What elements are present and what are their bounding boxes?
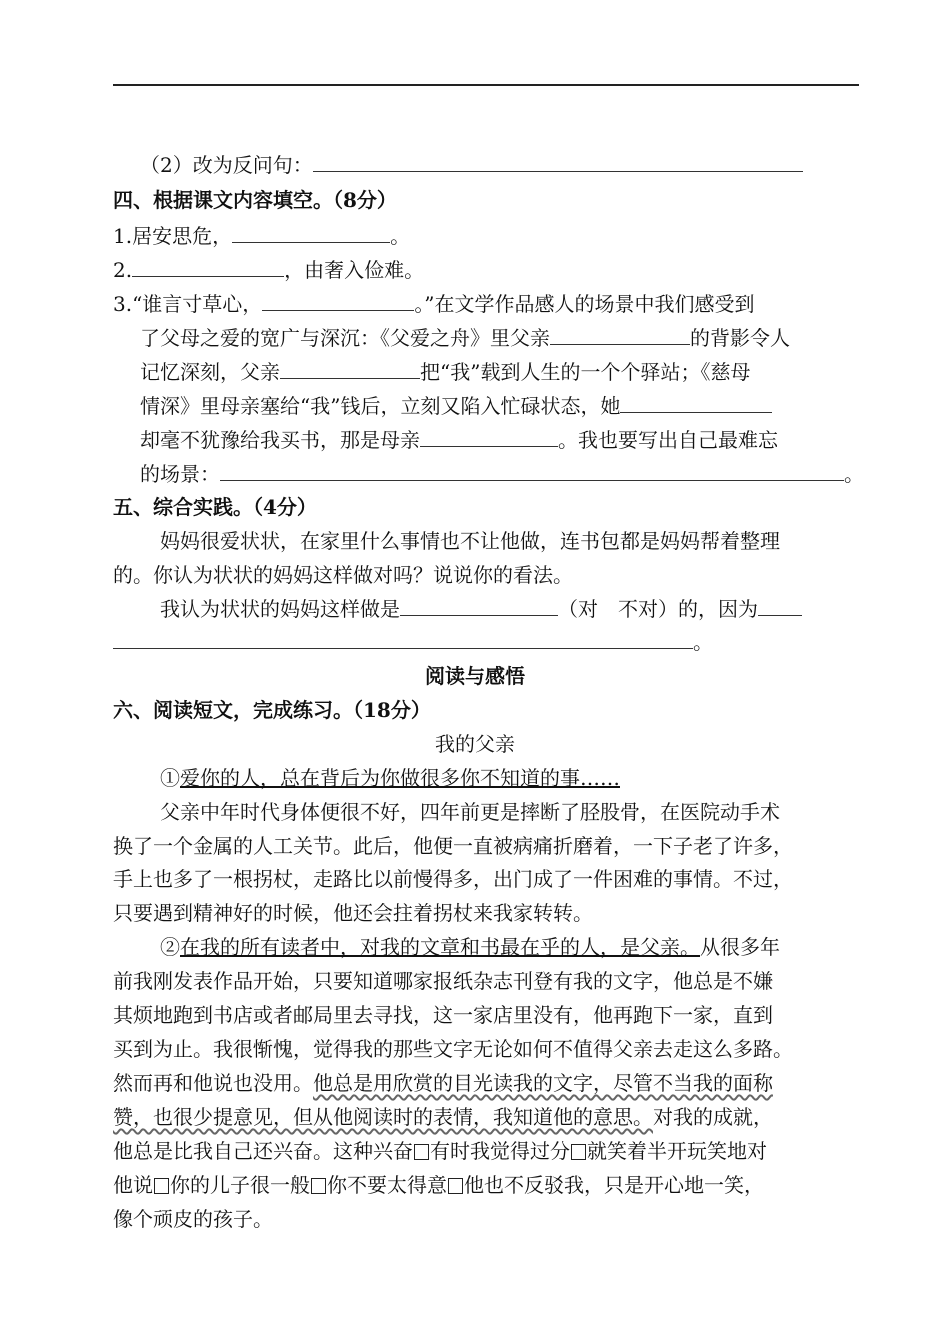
punct-box-5[interactable] [448, 1178, 463, 1194]
s4-item2-blank[interactable] [132, 258, 284, 277]
p3-line1-rest: 从很多年 [700, 935, 780, 959]
punct-box-2[interactable] [571, 1144, 586, 1160]
s4-item3-f: 把“我”载到人生的一个个驿站；《慈母 [420, 360, 751, 384]
s4-item3-blank2[interactable] [550, 326, 690, 345]
s5-answer-line2 [113, 630, 873, 654]
p3-underlined-sentence: 在我的所有读者中，对我的文章和书最在乎的人，是父亲。 [180, 935, 700, 959]
p3-line1 [160, 935, 920, 959]
s4-item3-line6 [140, 462, 900, 486]
s5-answer-blank2[interactable] [758, 597, 802, 616]
p1-line [160, 766, 920, 790]
s4-item3-line1 [113, 292, 873, 316]
s4-item3-blank1[interactable] [262, 292, 414, 311]
s4-item3-blank4[interactable] [620, 394, 772, 413]
p3-line7-a: 他总是比我自己还兴奋。这种兴奋 [113, 1139, 413, 1163]
s4-item2-prefix: 2. [113, 258, 133, 282]
s4-item1 [113, 224, 873, 248]
s5-answer-end: 。 [693, 630, 713, 654]
s4-item1-end: 。 [390, 224, 411, 248]
s5-para1: 妈妈很爱状状，在家里什么事情也不让他做，连书包都是妈妈帮着整理 [160, 529, 780, 553]
s4-item3-d: 的背影令人 [690, 326, 790, 350]
s4-item3-g: 情深》里母亲塞给“我”钱后，立刻又陷入忙碌状态，她 [140, 394, 621, 418]
s4-item3-line5 [140, 428, 900, 452]
p3-wavy-sentence-part2: 赞，也很少提意见，但从他阅读时的表情，我知道他的意思。 [113, 1105, 653, 1129]
s4-item3-j: 的场景： [140, 462, 220, 486]
s4-item3-a: 3.“谁言寸草心， [113, 292, 263, 316]
p3-wavy-sentence-part1: 他总是用欣赏的目光读我的文字，尽管不当我的面称 [313, 1071, 773, 1095]
p2-line2: 换了一个金属的人工关节。此后，他便一直被病痛折磨着，一下子老了许多， [113, 834, 793, 858]
s4-item3-blank6[interactable] [220, 462, 844, 481]
s4-item1-text: 1.居安思危， [113, 224, 233, 248]
s4-item3-i: 。我也要写出自己最难忘 [558, 428, 778, 452]
p3-line8-c: 你不要太得意 [327, 1173, 447, 1197]
s4-item3-e: 记忆深刻，父亲 [140, 360, 280, 384]
p2-line1: 父亲中年时代身体便很不好，四年前更是摔断了胫股骨，在医院动手术 [160, 800, 780, 824]
p3-line6-b: 对我的成就， [653, 1105, 773, 1129]
p1-number: ① [160, 766, 180, 790]
reading-header: 阅读与感悟 [425, 664, 525, 688]
s4-item1-blank[interactable] [232, 224, 390, 243]
p3-line3: 其烦地跑到书店或者邮局里去寻找，这一家店里没有，他再跑下一家，直到 [113, 1003, 773, 1027]
s4-item2 [113, 258, 873, 282]
s5-answer-b: （对 不对）的，因为 [558, 597, 758, 621]
p3-line2: 前我刚发表作品开始，只要知道哪家报纸杂志刊登有我的文字，他总是不嫌 [113, 969, 773, 993]
q3-2-label: （2）改为反问句： [140, 153, 313, 177]
s5-answer-line [160, 597, 920, 621]
s4-item3-h: 却毫不犹豫给我买书，那是母亲 [140, 428, 420, 452]
p3-line9: 像个顽皮的孩子。 [113, 1207, 273, 1231]
s4-item3-line4 [140, 394, 900, 418]
p3-line8-d: 他也不反驳我，只是开心地一笑， [464, 1173, 764, 1197]
p2-line4: 只要遇到精神好的时候，他还会拄着拐杖来我家转转。 [113, 901, 593, 925]
p3-line4: 买到为止。我很惭愧，觉得我的那些文字无论如何不值得父亲去走这么多路。 [113, 1037, 793, 1061]
punct-box-3[interactable] [154, 1178, 169, 1194]
s5-answer-blank3[interactable] [113, 630, 693, 649]
s4-item3-line3 [140, 360, 900, 384]
s4-item3-b: 。”在文学作品感人的场景中我们感受到 [414, 292, 755, 316]
section5-title: 五、综合实践。（4分） [113, 495, 317, 519]
p3-line5 [113, 1071, 873, 1095]
punct-box-1[interactable] [414, 1144, 429, 1160]
s5-para2: 的。你认为状状的妈妈这样做对吗？说说你的看法。 [113, 563, 573, 587]
s5-answer-a: 我认为状状的妈妈这样做是 [160, 597, 400, 621]
p3-line8-b: 你的儿子很一般 [170, 1173, 310, 1197]
section6-title: 六、阅读短文，完成练习。（18分） [113, 698, 431, 722]
punct-box-4[interactable] [311, 1178, 326, 1194]
s4-item2-text: ，由奢入俭难。 [284, 258, 425, 282]
s4-item3-c: 了父母之爱的宽广与深沉：《父爱之舟》里父亲 [140, 326, 550, 350]
p3-line7-b: 有时我觉得过分 [430, 1139, 570, 1163]
q3-2-blank[interactable] [313, 153, 803, 172]
q3-2-line [140, 153, 900, 177]
section4-title: 四、根据课文内容填空。（8分） [113, 188, 397, 212]
p2-line3: 手上也多了一根拐杖，走路比以前慢得多，出门成了一件困难的事情。不过， [113, 867, 793, 891]
s4-item3-blank3[interactable] [280, 360, 420, 379]
p3-line8-a: 他说 [113, 1173, 153, 1197]
s4-item3-line2 [140, 326, 900, 350]
p3-line5-a: 然而再和他说也没用。 [113, 1071, 313, 1095]
s5-answer-blank1[interactable] [400, 597, 558, 616]
passage-title: 我的父亲 [435, 732, 515, 756]
s4-item3-blank5[interactable] [420, 428, 558, 447]
p3-line7-c: 就笑着半开玩笑地对 [587, 1139, 767, 1163]
p3-line6 [113, 1105, 873, 1129]
p3-number: ② [160, 935, 180, 959]
p1-underlined-sentence: 爱你的人，总在背后为你做很多你不知道的事…… [180, 766, 620, 790]
p3-line8 [113, 1173, 873, 1197]
header-rule [113, 84, 859, 86]
s4-item3-k: 。 [844, 462, 864, 486]
p3-line7 [113, 1139, 873, 1163]
